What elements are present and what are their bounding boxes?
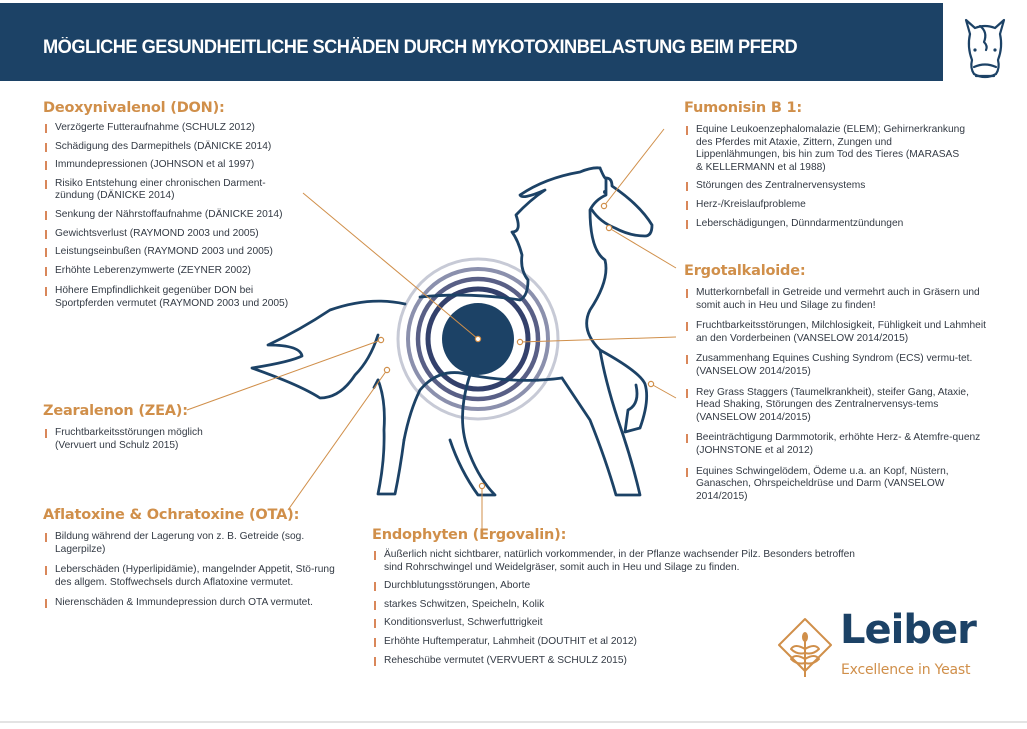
section-zea [43, 403, 243, 452]
leiber-logo [775, 607, 990, 685]
list-item: Bildung während der Lagerung von z. B. Getreide (sog. Lagerpilze) [43, 531, 335, 556]
section-title: Endophyten (Ergovalin): [372, 527, 567, 543]
list-item: Mutterkornbefall in Getreide und vermehrt auch in Gräsern und somit auch in Heu und Silage zu finden! [684, 287, 981, 312]
logo-wordmark: Leiber [840, 607, 976, 653]
list-item: Konditionsverlust, Schwerfuttrigkeit [372, 617, 862, 630]
list-item: Leberschädigungen, Dünndarmentzündungen [684, 218, 984, 231]
divider [0, 721, 1027, 723]
header-banner [0, 3, 943, 81]
list-item: Leberschäden (Hyperlipidämie), mangelnder Appetit, Stö-rung des allgem. Stoffwechsels durch Aflatoxine vermutet. [43, 564, 345, 589]
section-ota [43, 507, 343, 610]
horse-head-icon [960, 12, 1010, 82]
list-item: Risiko Entstehung einer chronischen Darment-zündung (DÄNICKE 2014) [43, 178, 280, 203]
wheat-diamond-icon [775, 613, 835, 685]
list-item: Rey Grass Staggers (Taumelkrankheit), steifer Gang, Ataxie, Head Shaking, Störungen des Zentralnervensys-tems (VANSELOW 2014/2015) [684, 387, 981, 425]
list-item: Equines Schwingelödem, Ödeme u.a. an Kopf, Nüstern, Ganaschen, Ohrspeicheldrüse und Darm (VANSELOW 2014/2015) [684, 466, 981, 504]
list-item: Immundepressionen (JOHNSON et al 1997) [43, 159, 313, 172]
list-item: Gewichtsverlust (RAYMOND 2003 und 2005) [43, 228, 313, 241]
section-title: Fumonisin B 1: [684, 100, 803, 116]
section-fumonisin [684, 100, 984, 230]
section-title: Ergotalkaloide: [684, 263, 806, 279]
list-item: Erhöhte Leberenzymwerte (ZEYNER 2002) [43, 265, 313, 278]
list-item: Höhere Empfindlichkeit gegenüber DON bei Sportpferden vermutet (RAYMOND 2003 und 2005) [43, 285, 290, 310]
list-item: Herz-/Kreislaufprobleme [684, 199, 984, 212]
list-item: Störungen des Zentralnervensystems [684, 180, 984, 193]
list-item: Reheschübe vermutet (VERVUERT & SCHULZ 2015) [372, 655, 862, 668]
list-item: starkes Schwitzen, Speicheln, Kolik [372, 599, 862, 612]
section-title: Zearalenon (ZEA): [43, 403, 188, 419]
list-item: Schädigung des Darmepithels (DÄNICKE 2014) [43, 141, 313, 154]
list-item: Äußerlich nicht sichtbarer, natürlich vorkommender, in der Pflanze wachsender Pilz. Besonders betroffen sind Rohrschwingel und Weidelgräser, somit auch in Heu und Silage zu finden. [372, 549, 862, 574]
list-item: Nierenschäden & Immundepression durch OTA vermutet. [43, 597, 343, 610]
list-item: Fruchtbarkeitsstörungen möglich (Vervuert und Schulz 2015) [43, 427, 235, 452]
logo-tagline: Excellence in Yeast [841, 662, 971, 678]
list-item: Senkung der Nährstoffaufnahme (DÄNICKE 2014) [43, 209, 313, 222]
list-item: Equine Leukoenzephalomalazie (ELEM); Gehirnerkrankung des Pferdes mit Ataxie, Zittern, Zungen und Lippenlähmungen, bis hin zum Tod des Tieres (MARASAS & KELLERMANN et al 1988) [684, 124, 966, 174]
section-don [43, 100, 313, 311]
list-item: Zusammenhang Equines Cushing Syndrom (ECS) vermu-tet. (VANSELOW 2014/2015) [684, 353, 986, 378]
section-title: Deoxynivalenol (DON): [43, 100, 225, 116]
list-item: Verzögerte Futteraufnahme (SCHULZ 2012) [43, 122, 313, 135]
target-center [442, 303, 514, 375]
section-ergot [684, 263, 984, 503]
page-title: MÖGLICHE GESUNDHEITLICHE SCHÄDEN DURCH MYKOTOXINBELASTUNG BEIM PFERD [43, 37, 798, 58]
list-item: Durchblutungsstörungen, Aborte [372, 580, 862, 593]
list-item: Fruchtbarkeitsstörungen, Milchlosigkeit, Fühligkeit und Lahmheit an den Vorderbeinen (VANSELOW 2014/2015) [684, 320, 991, 345]
list-item: Leistungseinbußen (RAYMOND 2003 und 2005) [43, 246, 313, 259]
list-item: Erhöhte Huftemperatur, Lahmheit (DOUTHIT et al 2012) [372, 636, 862, 649]
list-item: Beeinträchtigung Darmmotorik, erhöhte Herz- & Atemfre-quenz (JOHNSTONE et al 2012) [684, 432, 986, 457]
section-title: Aflatoxine & Ochratoxine (OTA): [43, 507, 300, 523]
leader-dots [378, 203, 653, 488]
target-rings [398, 259, 558, 419]
